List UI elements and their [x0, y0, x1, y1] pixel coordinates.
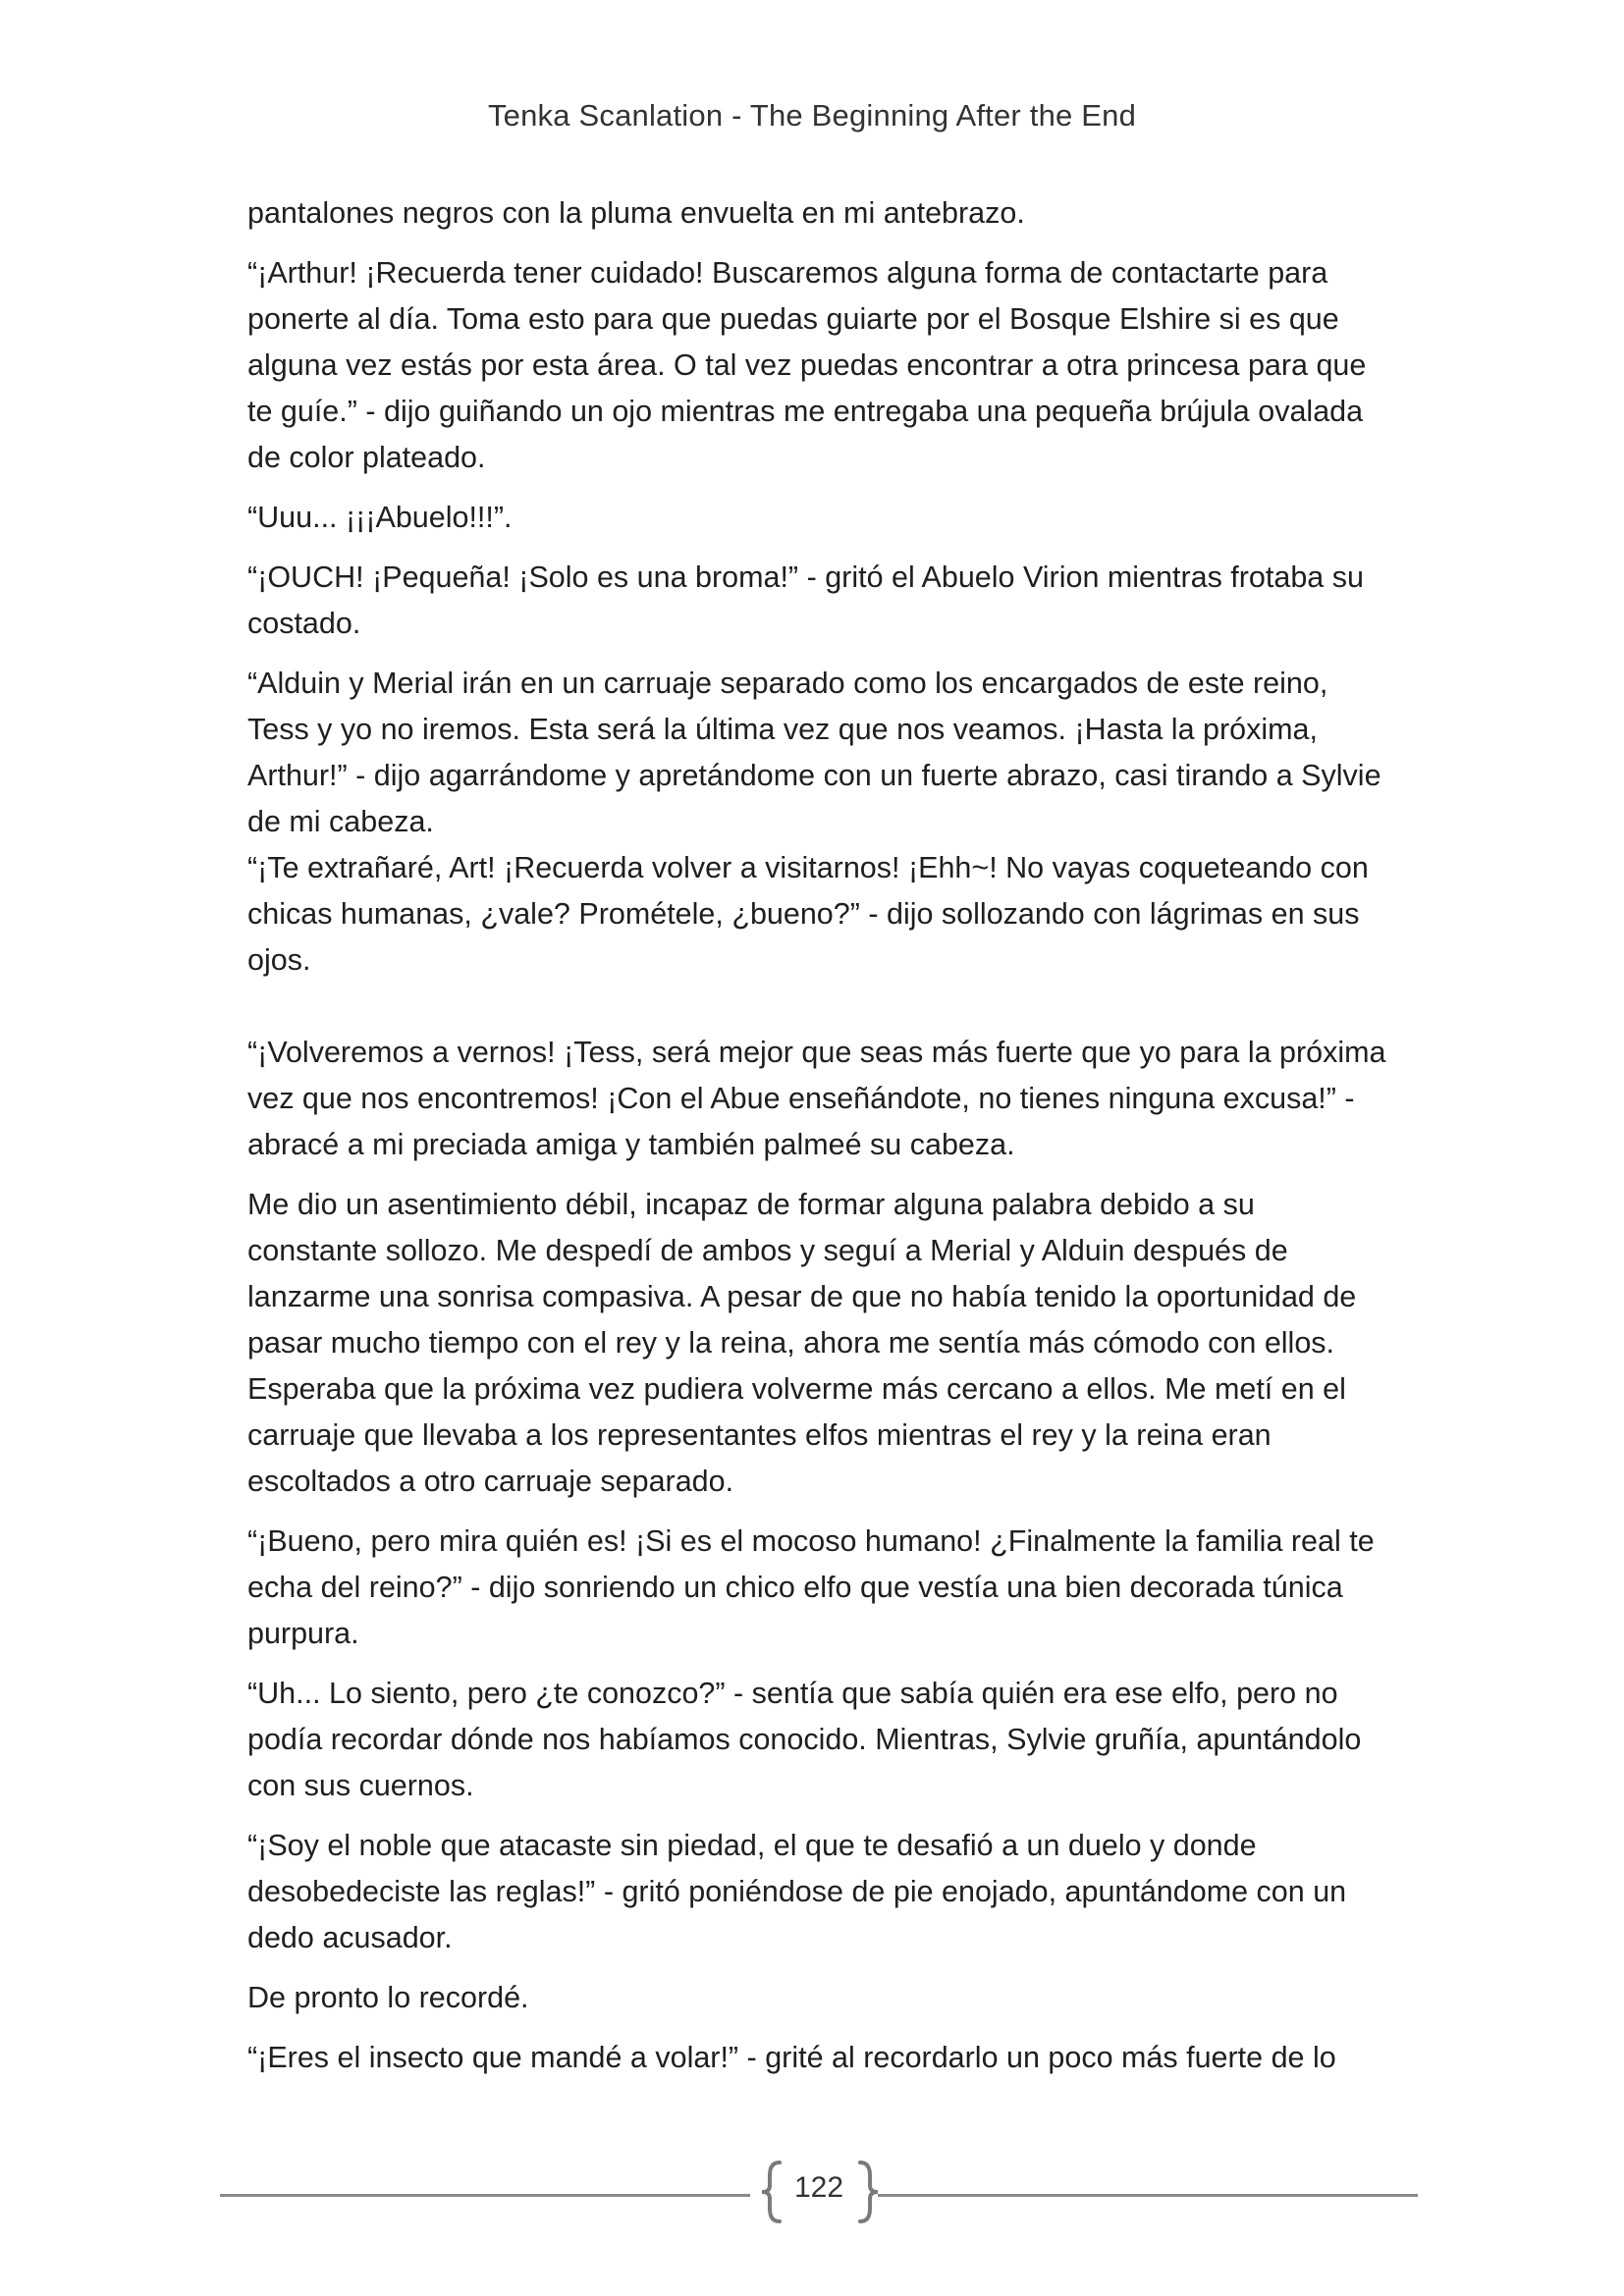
page-number: 122: [793, 2171, 844, 2204]
paragraph: De pronto lo recordé.: [247, 1981, 529, 2014]
paragraph: pantalones negros con la pluma envuelta en mi antebrazo.: [247, 196, 1025, 230]
paragraph: “¡Soy el noble que atacaste sin piedad, el que te desafió a un duelo y donde desobedeciste las reglas!” - gritó poniéndose de pie enojado, apuntándome con un dedo acusador.: [247, 1829, 1347, 1954]
footer-rule-right: [878, 2194, 1418, 2197]
paragraph: “Uuu... ¡¡¡Abuelo!!!”.: [247, 501, 513, 534]
page-footer: [220, 2160, 1418, 2228]
paragraph: “¡Volveremos a vernos! ¡Tess, será mejor que seas más fuerte que yo para la próxima vez que nos encontremos! ¡Con el Abue enseñándote, no tienes ninguna excusa!” - abracé a mi preciada amiga y también palmeé su cabeza.: [247, 1036, 1386, 1161]
footer-rule-left: [220, 2194, 750, 2197]
paragraph: Me dio un asentimiento débil, incapaz de formar alguna palabra debido a su constante sollozo. Me despedí de ambos y seguí a Merial y Alduin después de lanzarme una sonrisa compasiva. A pesar de que no había tenido la oportunidad de pasar mucho tiempo con el rey y la reina, ahora me sentía más cómodo con ellos. Esperaba que la próxima vez pudiera volverme más cercano a ellos. Me metí en el carruaje que llevaba a los representantes elfos mientras el rey y la reina eran escoltados a otro carruaje separado.: [247, 1188, 1357, 1498]
paragraph: “¡Bueno, pero mira quién es! ¡Si es el mocoso humano! ¿Finalmente la familia real te echa del reino?” - dijo sonriendo un chico elfo que vestía una bien decorada túnica purpura.: [247, 1524, 1375, 1650]
document-body: [247, 190, 1386, 2095]
paragraph: “Uh... Lo siento, pero ¿te conozco?” - sentía que sabía quién era ese elfo, pero no podía recordar dónde nos habíamos conocido. Mientras, Sylvie gruñía, apuntándolo con sus cuernos.: [247, 1677, 1362, 1802]
paragraph: “¡OUCH! ¡Pequeña! ¡Solo es una broma!” - gritó el Abuelo Virion mientras frotaba su costado.: [247, 561, 1364, 640]
page-header-title: Tenka Scanlation - The Beginning After the End: [487, 98, 1137, 133]
paragraph: “¡Eres el insecto que mandé a volar!” - grité al recordarlo un poco más fuerte de lo: [247, 2041, 1336, 2074]
paragraph: “¡Arthur! ¡Recuerda tener cuidado! Buscaremos alguna forma de contactarte para ponerte al día. Toma esto para que puedas guiarte por el Bosque Elshire si es que alguna vez estás por esta área. O tal vez puedas encontrar a otra princesa para que te guíe.” - dijo guiñando un ojo mientras me entregaba una pequeña brújula ovalada de color plateado.: [247, 256, 1367, 474]
paragraph: “¡Te extrañaré, Art! ¡Recuerda volver a visitarnos! ¡Ehh~! No vayas coqueteando con chicas humanas, ¿vale? Prométele, ¿bueno?” - dijo sollozando con lágrimas en sus ojos.: [247, 851, 1369, 977]
paragraph: “Alduin y Merial irán en un carruaje separado como los encargados de este reino, Tess y yo no iremos. Esta será la última vez que nos veamos. ¡Hasta la próxima, Arthur!” - dijo agarrándome y apretándome con un fuerte abrazo, casi tirando a Sylvie de mi cabeza.: [247, 667, 1381, 838]
right-brace-ornament: [852, 2160, 882, 2224]
